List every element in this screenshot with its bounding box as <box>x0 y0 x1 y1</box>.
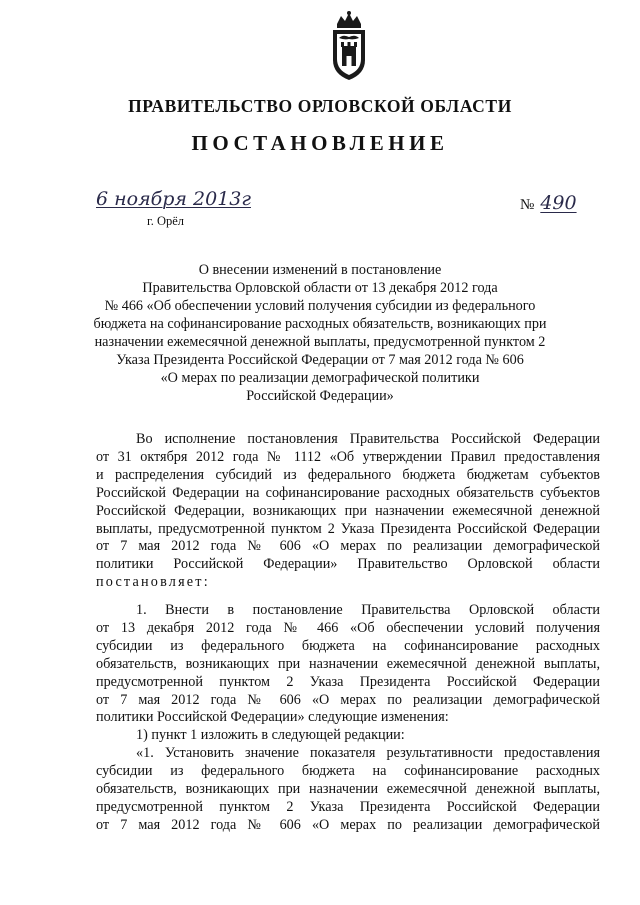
subject-line: О внесении изменений в постановление <box>198 262 442 278</box>
preamble-line: Во исполнение постановления Правительства Российской Федерации <box>136 431 600 447</box>
quote-line: субсидии из федерального бюджета на софинансирование расходных <box>96 763 600 780</box>
subject-line: № 466 «Об обеспечении условий получения субсидии из федерального <box>104 298 536 314</box>
government-name: ПРАВИТЕЛЬСТВО ОРЛОВСКОЙ ОБЛАСТИ <box>128 96 512 116</box>
preamble-line: Российской Федерации на софинансирование расходных обязательств субъектов <box>96 484 600 501</box>
quote-line: «1. Установить значение показателя результативности предоставления <box>136 745 600 762</box>
item-1-paragraph <box>96 602 600 835</box>
item-line: обязательств, возникающих при назначении ежемесячной денежной выплаты, <box>96 655 600 672</box>
subject-line: Российской Федерации» <box>246 388 394 404</box>
subject-line: «О мерах по реализации демографической политики <box>160 370 480 386</box>
preamble-line: от 7 мая 2012 года № 606 «О мерах по реализации демографической <box>96 538 600 555</box>
quote-line: от 7 мая 2012 года № 606 «О мерах по реализации демографической <box>96 816 600 833</box>
quote-line: предусмотренной пунктом 2 Указа Президента Российской Федерации <box>96 798 600 815</box>
subitem-line: 1) пункт 1 изложить в следующей редакции: <box>136 727 405 744</box>
quote-line: обязательств, возникающих при назначении ежемесячной денежной выплаты, <box>96 781 600 798</box>
item-line: субсидии из федерального бюджета на софинансирование расходных <box>96 637 600 654</box>
decree-word: постановляет: <box>96 574 210 591</box>
preamble-paragraph <box>96 431 600 592</box>
document-type: ПОСТАНОВЛЕНИЕ <box>191 131 449 155</box>
number-value: 490 <box>540 192 577 214</box>
preamble-line: выплаты, предусмотренной пунктом 2 Указа Президента Российской Федерации <box>96 520 600 537</box>
preamble-line: политики Российской Федерации» Правительство Орловской области <box>96 556 600 573</box>
item-line: от 7 мая 2012 года № 606 «О мерах по реализации демографической <box>96 691 600 708</box>
item-line: предусмотренной пунктом 2 Указа Президента Российской Федерации <box>96 673 600 690</box>
preamble-line: от 31 октября 2012 года № 1112 «Об утверждении Правил предоставления <box>96 448 600 465</box>
document-number <box>520 192 577 214</box>
subject-line: Указа Президента Российской Федерации от 7 мая 2012 года № 606 <box>116 352 524 368</box>
city: г. Орёл <box>147 214 185 228</box>
document-subject <box>60 261 580 405</box>
document-date: 6 ноября 2013г <box>96 188 251 210</box>
preamble-line: и распределения субсидий из федерального бюджета бюджетам субъектов <box>96 466 600 483</box>
item-line: политики Российской Федерации» следующие изменения: <box>96 709 449 726</box>
preamble-line: Российской Федерации, возникающих при назначении ежемесячной денежной <box>96 502 600 519</box>
number-label: № <box>520 197 535 213</box>
item-line: 1. Внести в постановление Правительства Орловской области <box>136 602 600 618</box>
subject-line: назначении ежемесячной денежной выплаты, предусмотренной пунктом 2 <box>94 334 546 350</box>
item-line: от 13 декабря 2012 года № 466 «Об обеспечении условий получения <box>96 619 600 636</box>
subject-line: Правительства Орловской области от 13 декабря 2012 года <box>142 280 498 296</box>
coat-of-arms-icon <box>327 10 371 82</box>
subject-line: бюджета на софинансирование расходных обязательств, возникающих при <box>93 316 547 332</box>
